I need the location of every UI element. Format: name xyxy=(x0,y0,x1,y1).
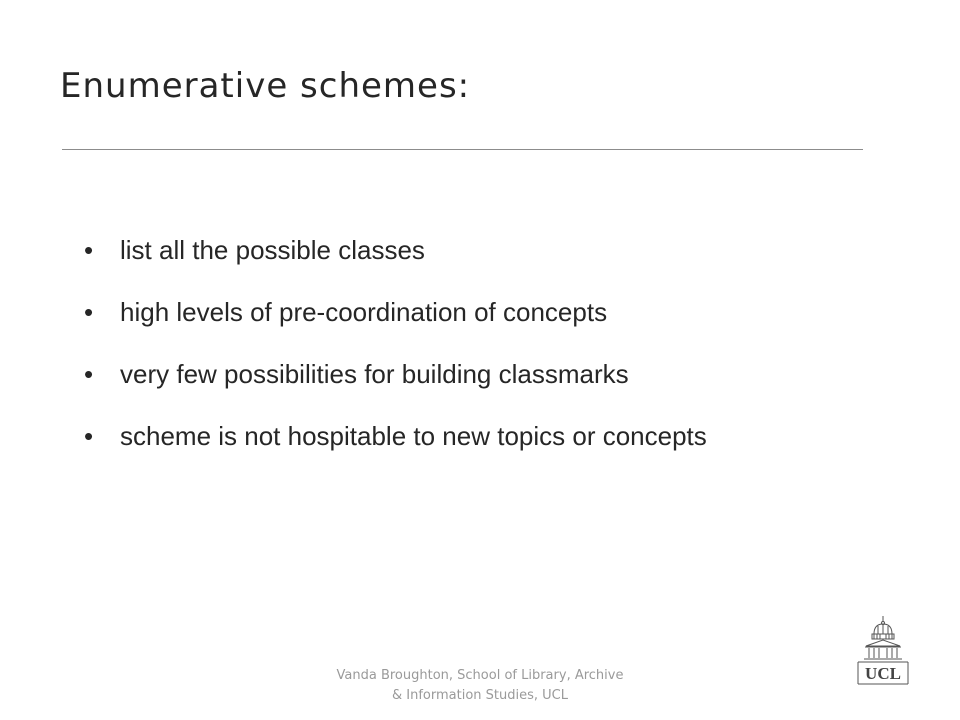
footer-line-2: & Information Studies, UCL xyxy=(392,688,568,703)
ucl-logo-text: UCL xyxy=(865,664,901,683)
bullet-text: scheme is not hospitable to new topics or concepts xyxy=(120,421,707,451)
bullet-icon: • xyxy=(84,297,94,327)
bullet-icon: • xyxy=(84,359,94,389)
ucl-logo xyxy=(852,614,914,688)
bullet-text: list all the possible classes xyxy=(120,235,425,265)
title-divider xyxy=(62,149,863,150)
bullet-icon: • xyxy=(84,421,94,451)
footer-line-1: Vanda Broughton, School of Library, Archive xyxy=(336,668,624,683)
list-item xyxy=(84,353,707,415)
bullet-list xyxy=(84,229,707,477)
slide-footer xyxy=(330,666,630,706)
list-item xyxy=(84,291,707,353)
bullet-text: high levels of pre-coordination of concepts xyxy=(120,297,608,327)
bullet-icon: • xyxy=(84,235,94,265)
slide-title: Enumerative schemes: xyxy=(60,66,471,106)
list-item xyxy=(84,415,707,477)
bullet-text: very few possibilities for building classmarks xyxy=(120,359,629,389)
list-item xyxy=(84,229,707,291)
